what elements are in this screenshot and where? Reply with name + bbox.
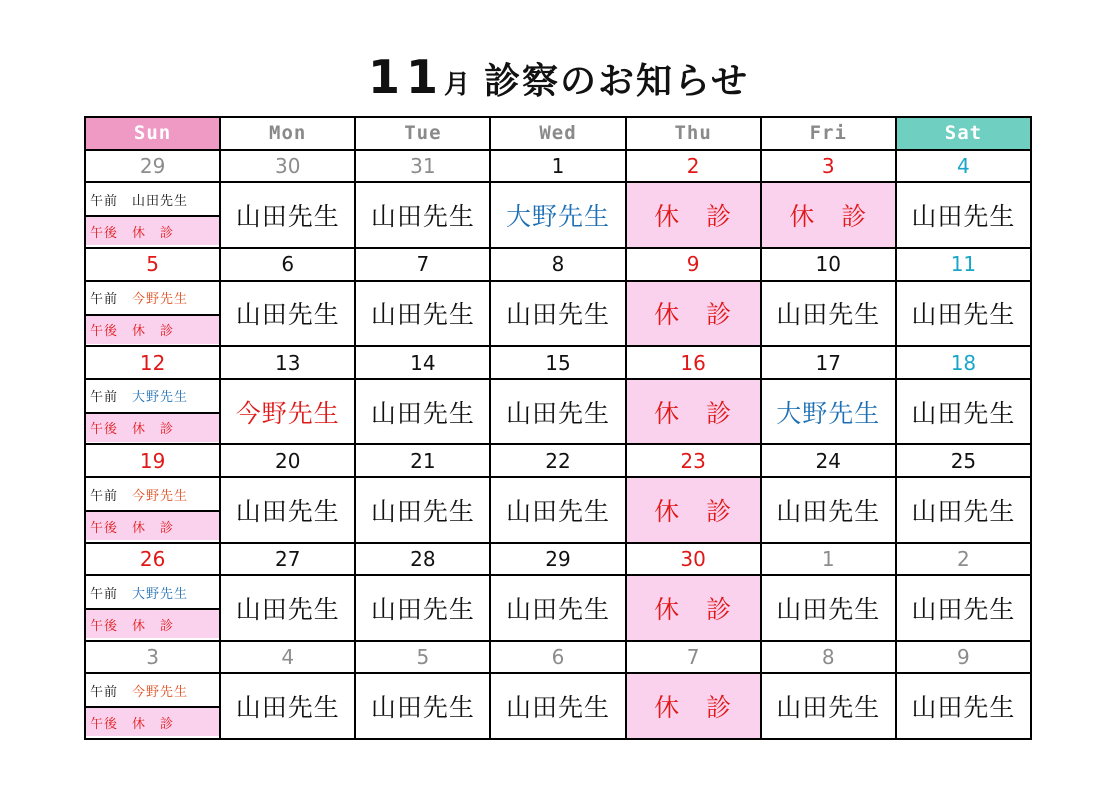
doctor-cell: 山田先生 — [220, 182, 355, 247]
date-cell: 4 — [220, 641, 355, 674]
title-month-number: 11 — [368, 50, 445, 104]
week-6-schedule — [85, 673, 1031, 739]
sunday-am-doctor: 今野先生 — [132, 292, 189, 308]
date-cell: 29 — [85, 150, 220, 183]
doctor-cell: 山田先生 — [490, 281, 625, 346]
weekday-sat: Sat — [896, 117, 1031, 150]
sunday-am-doctor: 今野先生 — [132, 488, 189, 504]
doctor-cell: 山田先生 — [490, 575, 625, 640]
sunday-am-doctor: 大野先生 — [132, 390, 189, 406]
doctor-cell: 山田先生 — [490, 673, 625, 739]
date-cell: 2 — [626, 150, 761, 183]
doctor-cell: 山田先生 — [896, 477, 1031, 542]
sunday-schedule-cell — [85, 379, 220, 444]
doctor-cell: 山田先生 — [355, 182, 490, 247]
doctor-cell: 山田先生 — [490, 379, 625, 444]
closed-cell: 休 診 — [626, 379, 761, 444]
date-cell: 30 — [220, 150, 355, 183]
date-cell: 23 — [626, 444, 761, 477]
doctor-cell: 山田先生 — [355, 281, 490, 346]
doctor-cell: 山田先生 — [355, 477, 490, 542]
date-cell: 5 — [355, 641, 490, 674]
week-3-schedule — [85, 379, 1031, 444]
sunday-am-doctor: 今野先生 — [132, 684, 189, 700]
sunday-pm-status: 休 診 — [132, 324, 175, 340]
calendar-table — [84, 116, 1032, 740]
date-cell: 2 — [896, 543, 1031, 576]
date-cell: 4 — [896, 150, 1031, 183]
am-label: 午前 — [90, 586, 119, 602]
doctor-cell: 山田先生 — [355, 575, 490, 640]
week-1-dates — [85, 150, 1031, 183]
sunday-am-doctor: 山田先生 — [132, 193, 189, 209]
week-5-dates — [85, 543, 1031, 576]
week-4-dates — [85, 444, 1031, 477]
sunday-schedule-cell — [85, 182, 220, 247]
date-cell: 1 — [490, 150, 625, 183]
doctor-cell: 山田先生 — [761, 673, 896, 739]
date-cell: 27 — [220, 543, 355, 576]
date-cell: 22 — [490, 444, 625, 477]
date-cell: 5 — [85, 248, 220, 281]
doctor-cell: 山田先生 — [220, 477, 355, 542]
weekday-mon: Mon — [220, 117, 355, 150]
doctor-cell: 山田先生 — [355, 379, 490, 444]
pm-label: 午後 — [90, 520, 119, 536]
date-cell: 3 — [761, 150, 896, 183]
pm-label: 午後 — [90, 422, 119, 438]
weekday-sun: Sun — [85, 117, 220, 150]
date-cell: 21 — [355, 444, 490, 477]
sunday-pm-status: 休 診 — [132, 618, 175, 634]
week-3-dates — [85, 346, 1031, 379]
doctor-cell: 山田先生 — [896, 673, 1031, 739]
date-cell: 8 — [490, 248, 625, 281]
doctor-cell: 山田先生 — [220, 575, 355, 640]
weekday-wed: Wed — [490, 117, 625, 150]
closed-cell: 休 診 — [626, 575, 761, 640]
sunday-schedule-cell — [85, 281, 220, 346]
date-cell: 13 — [220, 346, 355, 379]
pm-label: 午後 — [90, 618, 119, 634]
doctor-cell: 山田先生 — [761, 477, 896, 542]
date-cell: 16 — [626, 346, 761, 379]
sunday-schedule-cell — [85, 477, 220, 542]
date-cell: 3 — [85, 641, 220, 674]
date-cell: 29 — [490, 543, 625, 576]
closed-cell: 休 診 — [626, 281, 761, 346]
sunday-pm-status: 休 診 — [132, 225, 175, 241]
week-4-schedule — [85, 477, 1031, 542]
doctor-cell: 山田先生 — [896, 182, 1031, 247]
week-6-dates — [85, 641, 1031, 674]
date-cell: 14 — [355, 346, 490, 379]
date-cell: 6 — [220, 248, 355, 281]
date-cell: 20 — [220, 444, 355, 477]
doctor-cell: 山田先生 — [490, 477, 625, 542]
am-label: 午前 — [90, 193, 119, 209]
date-cell: 10 — [761, 248, 896, 281]
doctor-cell: 山田先生 — [220, 673, 355, 739]
title-month-unit: 月 — [444, 70, 473, 100]
date-cell: 26 — [85, 543, 220, 576]
pm-label: 午後 — [90, 716, 119, 732]
weekday-header-row — [85, 117, 1031, 150]
date-cell: 17 — [761, 346, 896, 379]
date-cell: 30 — [626, 543, 761, 576]
am-label: 午前 — [90, 684, 119, 700]
date-cell: 7 — [626, 641, 761, 674]
week-1-schedule — [85, 182, 1031, 247]
sunday-schedule-cell — [85, 575, 220, 640]
sunday-pm-status: 休 診 — [132, 716, 175, 732]
date-cell: 12 — [85, 346, 220, 379]
date-cell: 6 — [490, 641, 625, 674]
week-5-schedule — [85, 575, 1031, 640]
week-2-dates — [85, 248, 1031, 281]
doctor-cell: 山田先生 — [896, 575, 1031, 640]
date-cell: 15 — [490, 346, 625, 379]
sunday-am-doctor: 大野先生 — [132, 586, 189, 602]
date-cell: 8 — [761, 641, 896, 674]
pm-label: 午後 — [90, 324, 119, 340]
date-cell: 19 — [85, 444, 220, 477]
week-2-schedule — [85, 281, 1031, 346]
doctor-cell: 大野先生 — [490, 182, 625, 247]
date-cell: 25 — [896, 444, 1031, 477]
closed-cell: 休 診 — [626, 673, 761, 739]
closed-cell: 休 診 — [626, 477, 761, 542]
date-cell: 11 — [896, 248, 1031, 281]
doctor-cell: 大野先生 — [761, 379, 896, 444]
sunday-pm-status: 休 診 — [132, 422, 175, 438]
am-label: 午前 — [90, 488, 119, 504]
closed-cell: 休 診 — [626, 182, 761, 247]
date-cell: 9 — [626, 248, 761, 281]
doctor-cell: 山田先生 — [896, 281, 1031, 346]
sunday-pm-status: 休 診 — [132, 520, 175, 536]
weekday-fri: Fri — [761, 117, 896, 150]
am-label: 午前 — [90, 292, 119, 308]
closed-cell: 休 診 — [761, 182, 896, 247]
date-cell: 1 — [761, 543, 896, 576]
page-title — [0, 50, 1117, 104]
date-cell: 18 — [896, 346, 1031, 379]
am-label: 午前 — [90, 390, 119, 406]
sunday-schedule-cell — [85, 673, 220, 739]
date-cell: 7 — [355, 248, 490, 281]
weekday-thu: Thu — [626, 117, 761, 150]
doctor-cell: 山田先生 — [896, 379, 1031, 444]
date-cell: 9 — [896, 641, 1031, 674]
title-text: 診察のお知らせ — [484, 61, 749, 102]
date-cell: 24 — [761, 444, 896, 477]
doctor-cell: 山田先生 — [761, 575, 896, 640]
date-cell: 31 — [355, 150, 490, 183]
doctor-cell: 山田先生 — [220, 281, 355, 346]
doctor-cell: 今野先生 — [220, 379, 355, 444]
pm-label: 午後 — [90, 225, 119, 241]
doctor-cell: 山田先生 — [761, 281, 896, 346]
weekday-tue: Tue — [355, 117, 490, 150]
doctor-cell: 山田先生 — [355, 673, 490, 739]
date-cell: 28 — [355, 543, 490, 576]
